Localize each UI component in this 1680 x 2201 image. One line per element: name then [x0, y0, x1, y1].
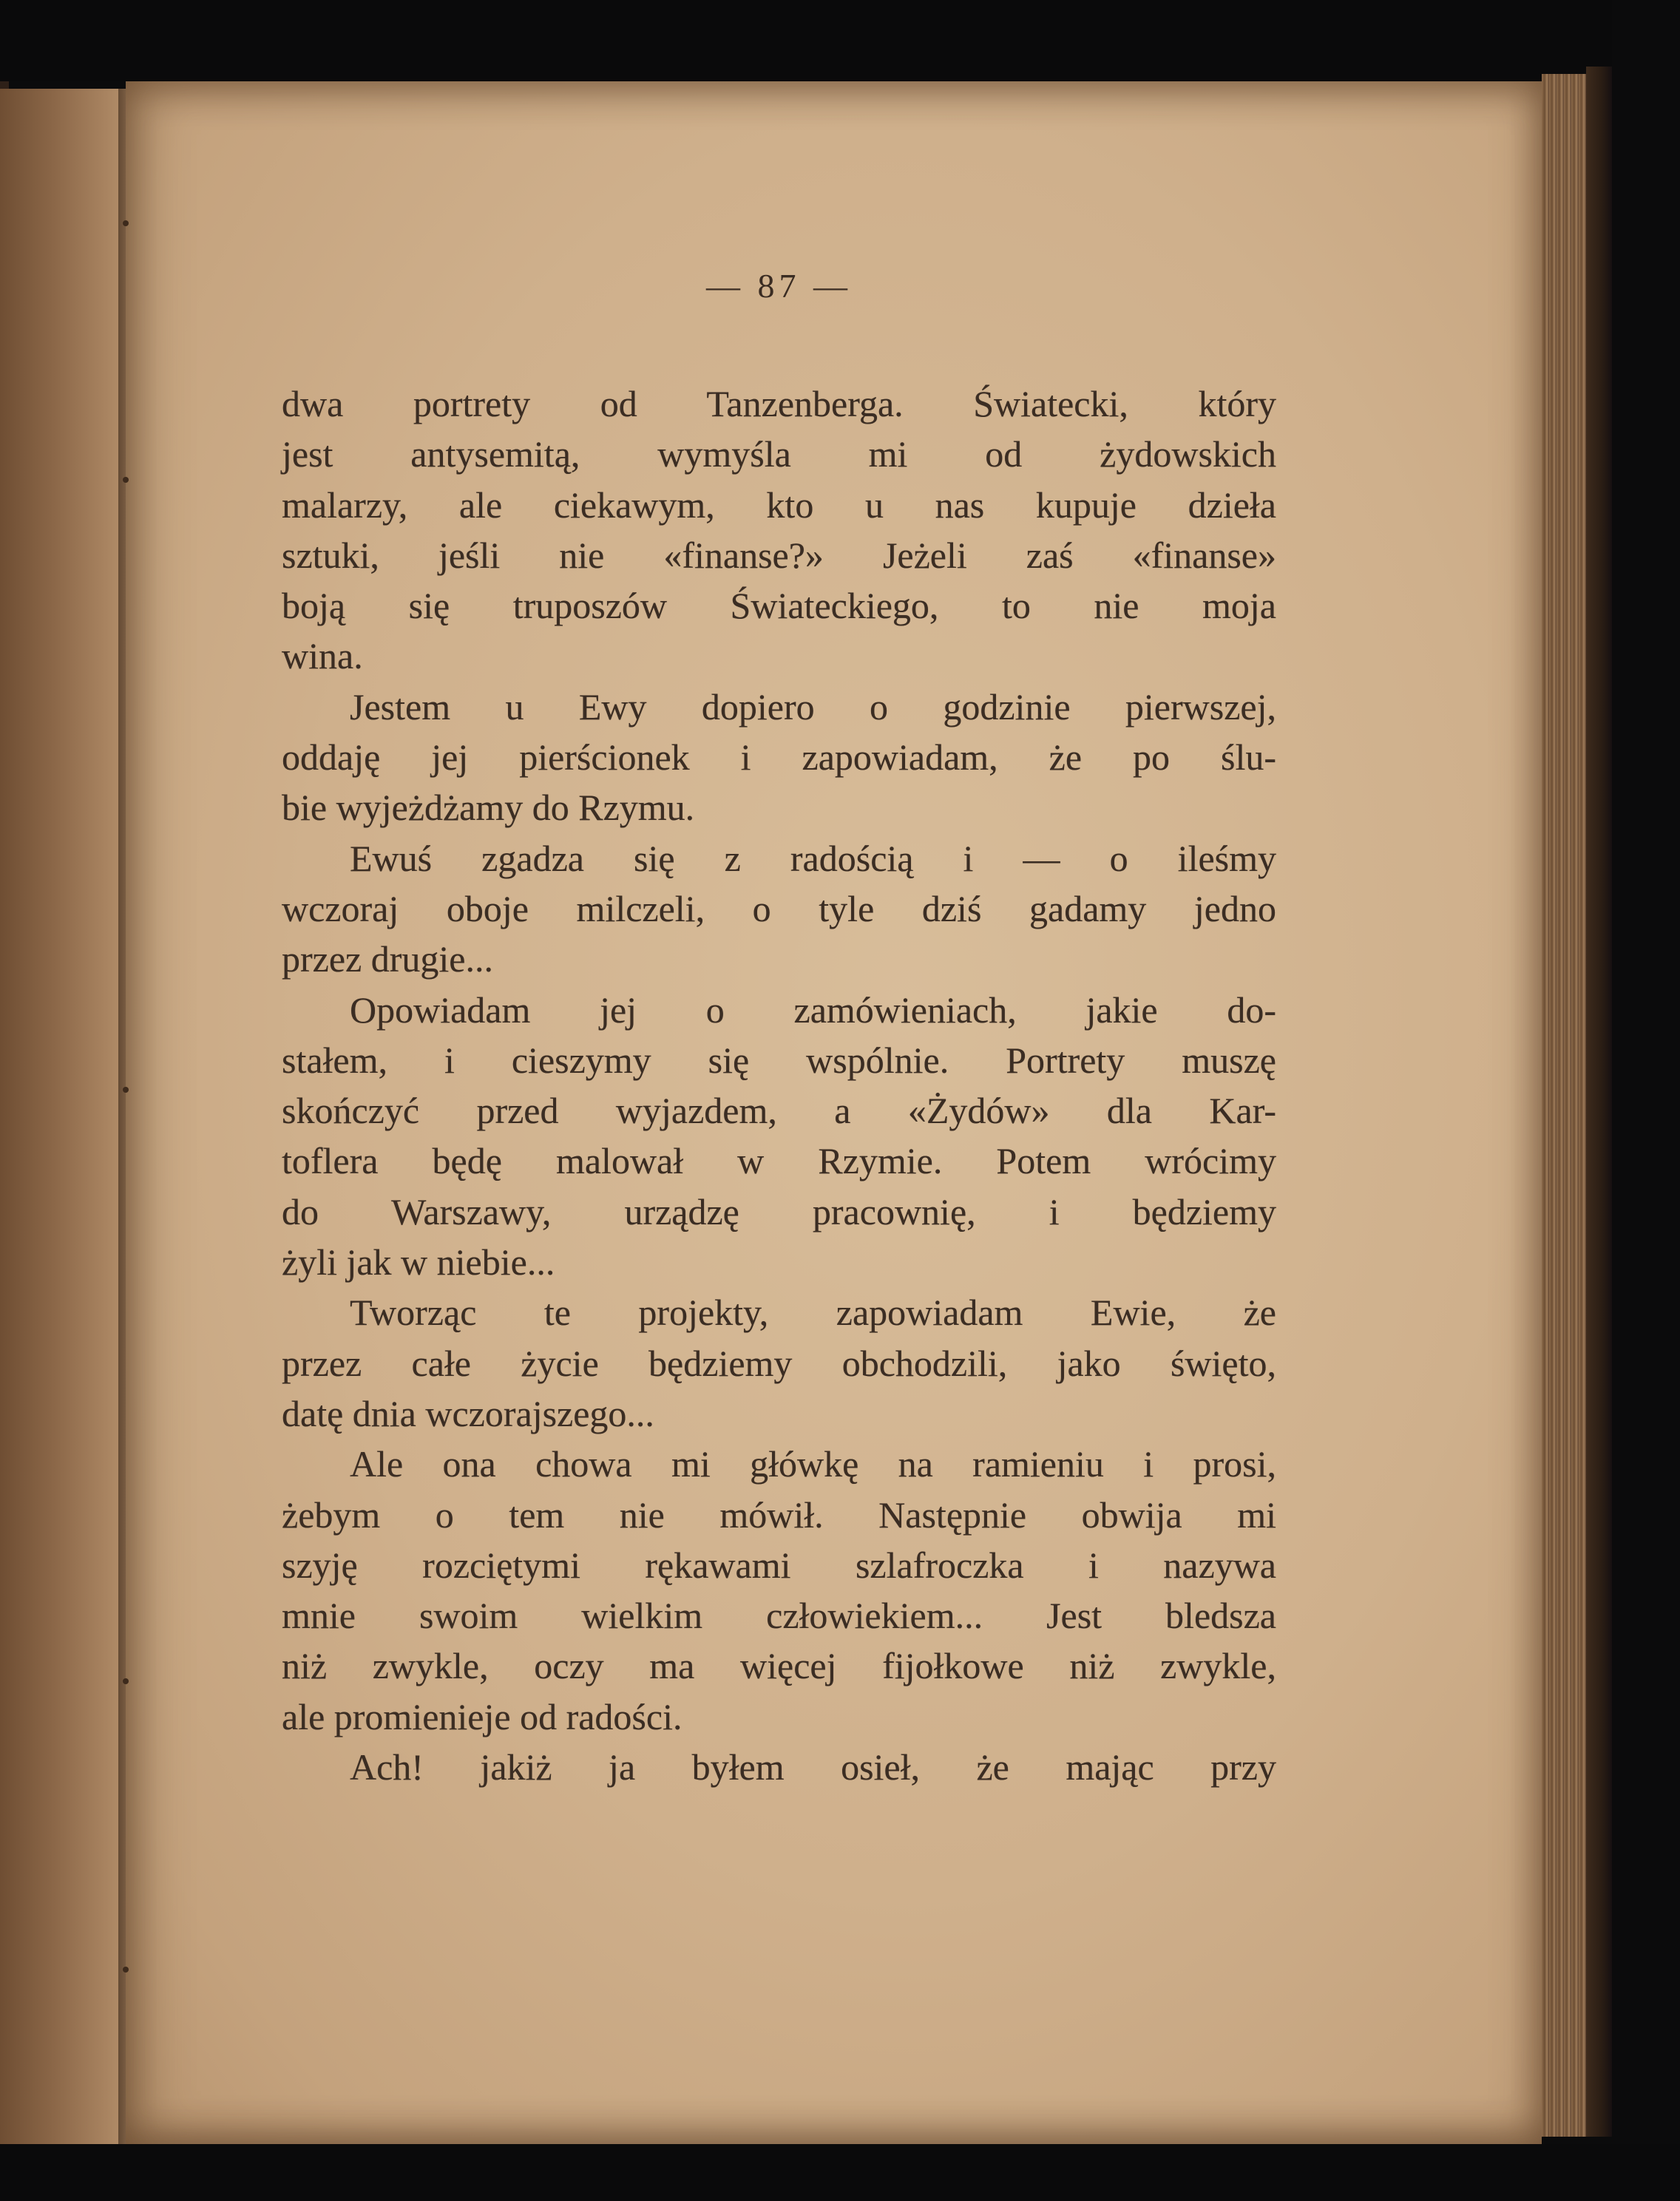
text-line: skończyć przed wyjazdem, a «Żydów» dla Kar-: [282, 1090, 1276, 1132]
text-line: niż zwykle, oczy ma więcej fijołkowe niż zwykle,: [282, 1645, 1276, 1687]
text-line: przez całe życie będziemy obchodzili, jako święto,: [282, 1342, 1276, 1384]
page-stack-edges: [1542, 74, 1586, 2137]
text-line: Tworząc te projekty, zapowiadam Ewie, że: [350, 1292, 1276, 1334]
book-cover-top: [0, 0, 1680, 81]
text-line: malarzy, ale ciekawym, kto u nas kupuje dzieła: [282, 484, 1276, 526]
book-cover-right: [1612, 0, 1680, 2201]
text-line: żebym o tem nie mówił. Następnie obwija mi: [282, 1493, 1276, 1536]
text-line: oddaję jej pierścionek i zapowiadam, że po ślu-: [282, 736, 1276, 779]
body-text: [282, 379, 1276, 1792]
text-line: Ach! jakiż ja byłem osieł, że mając przy: [350, 1746, 1276, 1788]
text-line: wina.: [282, 635, 363, 677]
text-line: Ale ona chowa mi główkę na ramieniu i prosi,: [350, 1443, 1276, 1485]
text-line: żyli jak w niebie...: [282, 1241, 555, 1283]
text-line: toflera będę malował w Rzymie. Potem wrócimy: [282, 1140, 1276, 1182]
text-line: datę dnia wczorajszego...: [282, 1392, 654, 1434]
text-line: szyję rozciętymi rękawami szlafroczka i nazywa: [282, 1544, 1276, 1586]
text-line: sztuki, jeśli nie «finanse?» Jeżeli zaś «finanse»: [282, 534, 1276, 576]
page-number: — 87 —: [706, 267, 852, 305]
text-line: boją się truposzów Świateckiego, to nie moja: [282, 585, 1276, 627]
text-line: jest antysemitą, wymyśla mi od żydowskich: [282, 433, 1276, 475]
text-line: do Warszawy, urządzę pracownię, i będziemy: [282, 1190, 1276, 1232]
text-line: wczoraj oboje milczeli, o tyle dziś gadamy jedno: [282, 887, 1276, 929]
book-cover-edge: [1586, 67, 1612, 2137]
text-line: ale promienieje od radości.: [282, 1695, 682, 1737]
text-line: dwa portrety od Tanzenberga. Światecki, który: [282, 383, 1276, 424]
text-line: Opowiadam jej o zamówieniach, jakie do-: [350, 988, 1276, 1031]
text-line: Ewuś zgadza się z radością i — o ileśmy: [350, 837, 1276, 879]
text-line: mnie swoim wielkim człowiekiem... Jest bledsza: [282, 1595, 1276, 1637]
text-line: bie wyjeżdżamy do Rzymu.: [282, 787, 695, 829]
text-line: przez drugie...: [282, 938, 493, 980]
text-line: stałem, i cieszymy się wspólnie. Portrety muszę: [282, 1039, 1276, 1081]
text-line: Jestem u Ewy dopiero o godzinie pierwszej,: [350, 685, 1276, 728]
book-cover-bottom: [0, 2144, 1680, 2201]
